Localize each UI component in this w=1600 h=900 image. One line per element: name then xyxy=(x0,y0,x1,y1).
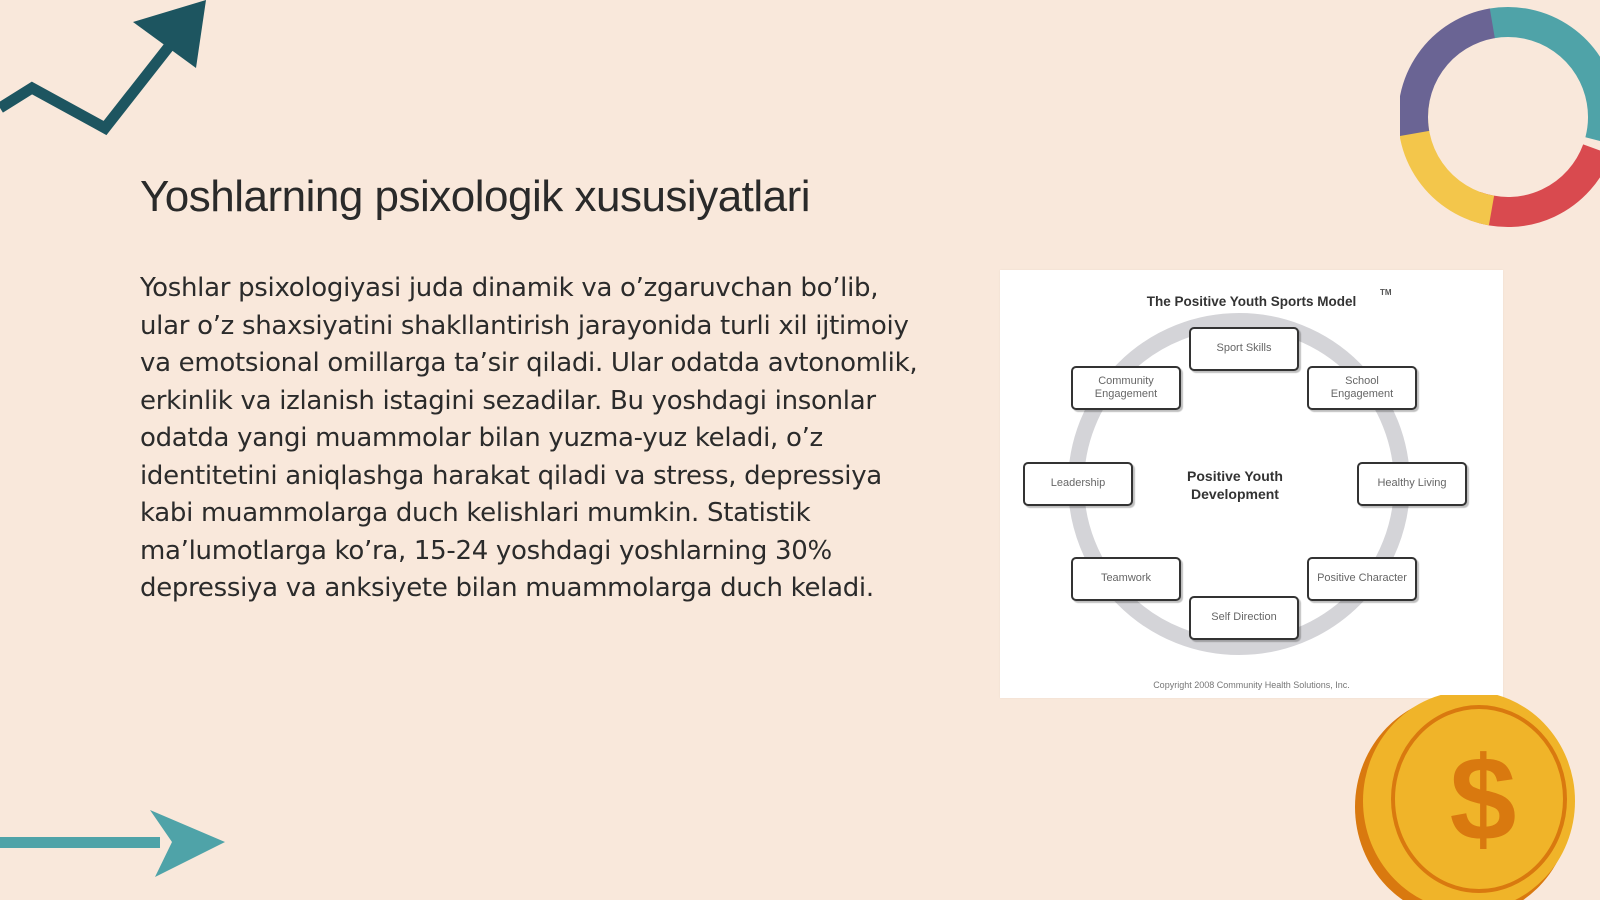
trend-up-arrow-icon xyxy=(0,0,215,145)
figure-trademark: TM xyxy=(1380,288,1392,297)
node-teamwork: Teamwork xyxy=(1071,557,1181,601)
dollar-coin-icon xyxy=(1355,695,1600,900)
slide-title: Yoshlarning psixologik xususiyatlari xyxy=(140,172,811,221)
figure-title: The Positive Youth Sports Model xyxy=(1146,294,1357,309)
node-sport-skills: Sport Skills xyxy=(1189,327,1299,371)
node-community-engagement: Community Engagement xyxy=(1071,366,1181,410)
figure-center-label: Positive Youth Development xyxy=(1187,468,1283,502)
coin-dollar-sign: $ xyxy=(1449,732,1517,866)
positive-youth-sports-model-figure xyxy=(1000,270,1503,698)
node-leadership: Leadership xyxy=(1023,462,1133,506)
donut-ring-icon xyxy=(1400,0,1600,240)
node-positive-character: Positive Character xyxy=(1307,557,1417,601)
node-healthy-living: Healthy Living xyxy=(1357,462,1467,506)
slide-body-text: Yoshlar psixologiyasi juda dinamik va o’zgaruvchan bo’lib, ular o’z shaxsiyatini shakllantirish jarayonida turli xil ijtimoiy va emotsional omillarga ta’sir qiladi. Ular odatda avtonomlik, erkinlik va izlanish istagini sezadilar. Bu yoshdagi insonlar odatda yangi muammolar bilan yuzma-yuz keladi, o’z identitetini aniqlashga harakat qiladi va stress, depressiya kabi muammolarga duch kelishlari mumkin. Statistik ma’lumotlarga ko’ra, 15-24 yoshdagi yoshlarning 30% depressiya va anksiyete bilan muammolarga duch keladi. xyxy=(140,273,918,603)
figure-copyright: Copyright 2008 Community Health Solutions, Inc. xyxy=(1153,680,1350,690)
node-school-engagement: School Engagement xyxy=(1307,366,1417,410)
node-self-direction: Self Direction xyxy=(1189,596,1299,640)
right-arrow-icon xyxy=(0,805,230,880)
